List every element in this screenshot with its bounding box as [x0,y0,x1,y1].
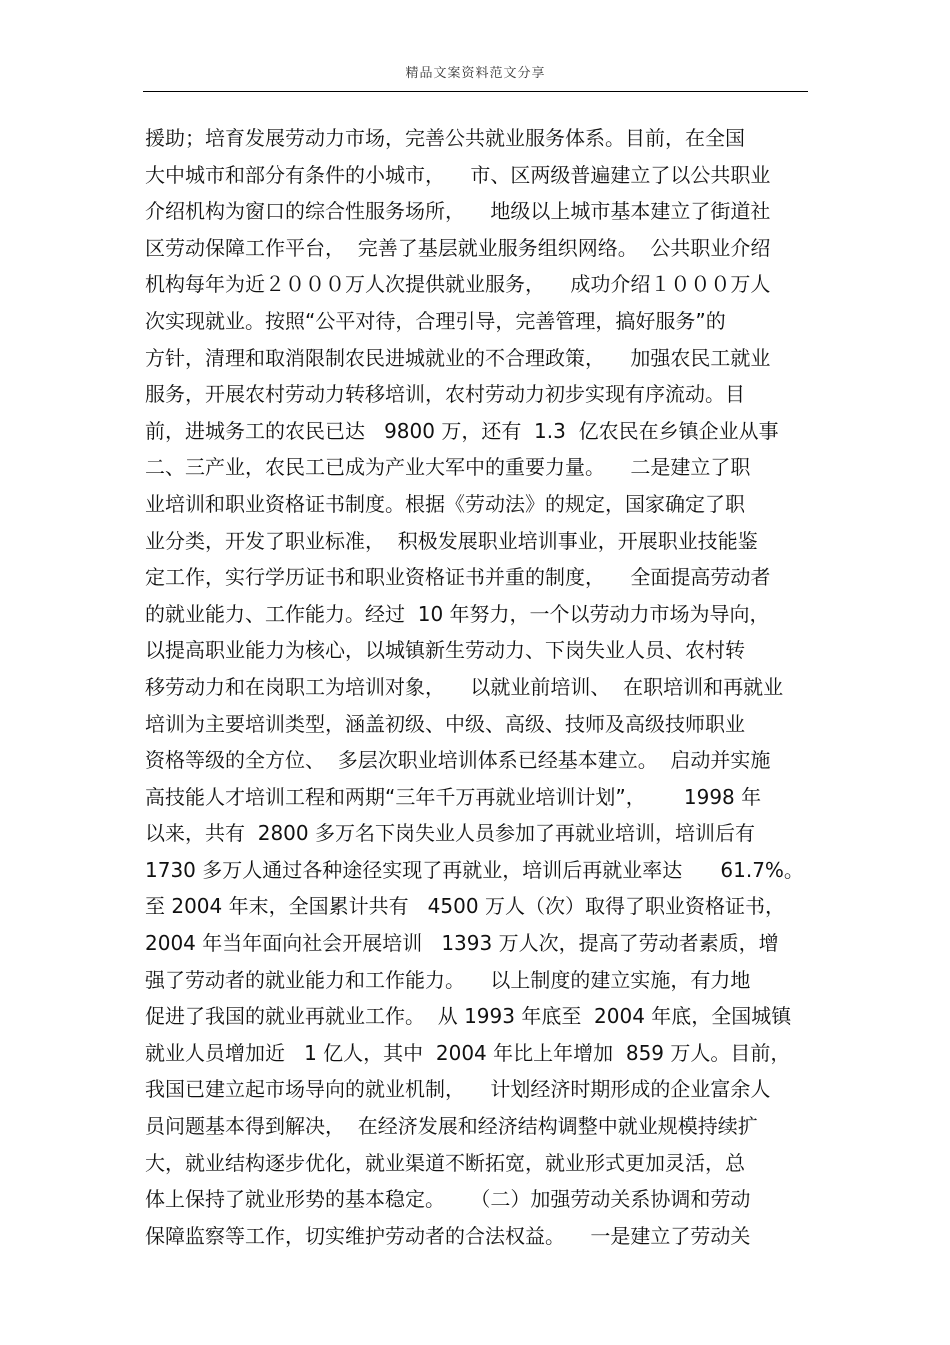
text-line: 保障监察等工作，切实维护劳动者的合法权益。 一是建立了劳动关 [145,1223,751,1248]
text-line: 我国已建立起市场导向的就业机制， 计划经济时期形成的企业富余人 [145,1077,771,1102]
text-line: 强了劳动者的就业能力和工作能力。 以上制度的建立实施，有力地 [145,967,751,992]
text-line: 2004 年当年面向社会开展培训 1393 万人次，提高了劳动者素质，增 [145,931,779,956]
text-line: 的就业能力、工作能力。经过 10 年努力，一个以劳动力市场为导向， [145,601,770,626]
text-line: 以来，共有 2800 多万名下岗失业人员参加了再就业培训，培训后有 [145,821,755,846]
text-line: 介绍机构为窗口的综合性服务场所， 地级以上城市基本建立了街道社 [145,199,771,224]
text-line: 高技能人才培训工程和两期“三年千万再就业培训计划”， 1998 年 [145,784,762,809]
text-line: 以提高职业能力为核心，以城镇新生劳动力、下岗失业人员、农村转 [145,638,745,663]
text-line: 次实现就业。按照“公平对待，合理引导，完善管理，搞好服务”的 [145,308,726,333]
header-divider [143,91,808,92]
text-line: 1730 多万人通过各种途径实现了再就业，培训后再就业率达 61.7%。 [145,857,804,882]
text-line: 培训为主要培训类型，涵盖初级、中级、高级、技师及高级技师职业 [145,711,745,736]
text-line: 机构每年为近２０００万人次提供就业服务， 成功介绍１０００万人 [145,272,771,297]
text-line: 业培训和职业资格证书制度。根据《劳动法》的规定，国家确定了职 [145,491,745,516]
text-line: 二、三产业，农民工已成为产业大军中的重要力量。 二是建立了职 [145,455,751,480]
text-line: 业分类，开发了职业标准， 积极发展职业培训事业，开展职业技能鉴 [145,528,758,553]
text-line: 员问题基本得到解决， 在经济发展和经济结构调整中就业规模持续扩 [145,1114,758,1139]
text-line: 促进了我国的就业再就业工作。 从 1993 年底至 2004 年底，全国城镇 [145,1004,792,1029]
text-line: 至 2004 年末，全国累计共有 4500 万人（次）取得了职业资格证书， [145,894,785,919]
text-line: 就业人员增加近 1 亿人，其中 2004 年比上年增加 859 万人。目前， [145,1040,791,1065]
text-line: 区劳动保障工作平台， 完善了基层就业服务组织网络。 公共职业介绍 [145,235,771,260]
text-line: 前，进城务工的农民已达 9800 万，还有 1.3 亿农民在乡镇企业从事 [145,418,779,443]
text-line: 方针，清理和取消限制农民进城就业的不合理政策， 加强农民工就业 [145,345,771,370]
document-body [145,120,825,1254]
text-line: 大中城市和部分有条件的小城市， 市、区两级普遍建立了以公共职业 [145,162,771,187]
page-header: 精品文案资料范文分享 [405,66,546,81]
text-line: 移劳动力和在岗职工为培训对象， 以就业前培训、 在职培训和再就业 [145,674,784,699]
text-line: 大，就业结构逐步优化，就业渠道不断拓宽，就业形式更加灵活，总 [145,1150,745,1175]
text-line: 援助；培育发展劳动力市场，完善公共就业服务体系。目前，在全国 [145,126,745,150]
text-line: 体上保持了就业形势的基本稳定。 （二）加强劳动关系协调和劳动 [145,1187,751,1212]
text-line: 服务，开展农村劳动力转移培训，农村劳动力初步实现有序流动。目 [145,382,745,407]
text-line: 资格等级的全方位、 多层次职业培训体系已经基本建立。 启动并实施 [145,748,771,773]
text-line: 定工作，实行学历证书和职业资格证书并重的制度， 全面提高劳动者 [145,565,771,590]
